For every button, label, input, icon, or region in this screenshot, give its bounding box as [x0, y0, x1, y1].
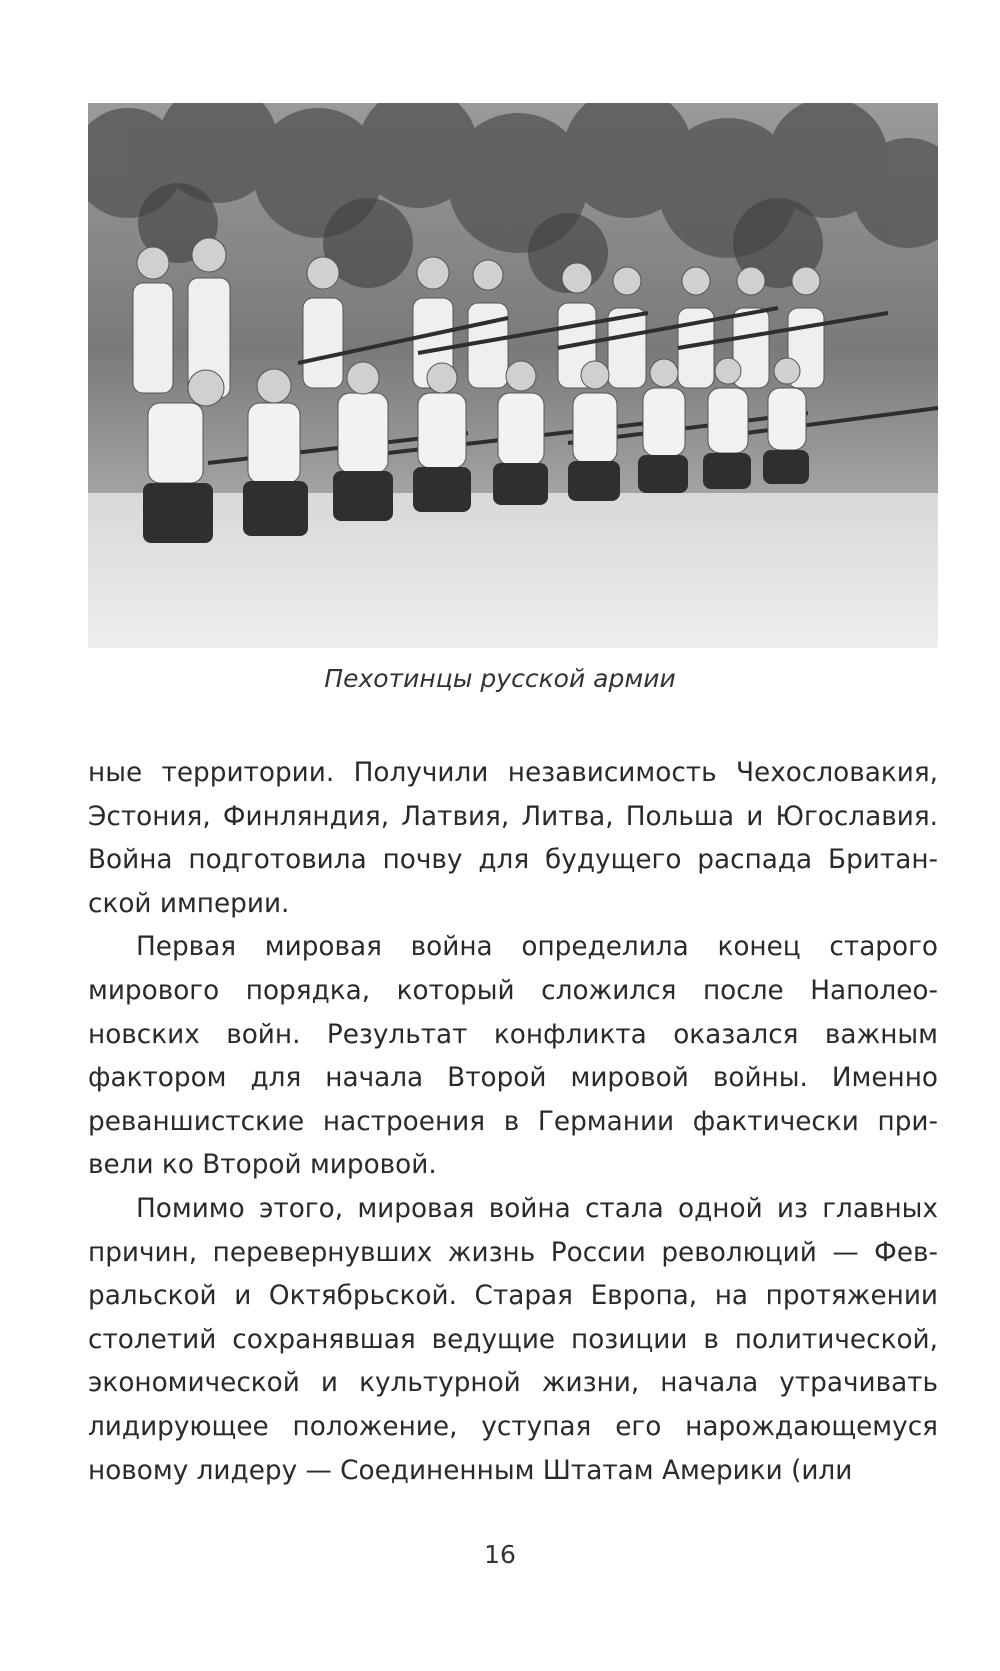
text-line: ской империи. — [88, 888, 290, 919]
text-line: новских войн. Результат конфликта оказался важным — [88, 1019, 938, 1050]
text-line: Эстония, Финляндия, Латвия, Литва, Польша и Югославия. — [88, 801, 938, 832]
paragraph — [88, 1188, 938, 1493]
body-text — [88, 752, 938, 1493]
text-line: лидирующее положение, уступая его нарождающемуся — [88, 1411, 938, 1442]
text-line: реваншистские настроения в Германии фактически при- — [88, 1106, 938, 1137]
page-number: 16 — [484, 1540, 516, 1569]
text-line: новому лидеру — Соединенным Штатам Америки (или — [88, 1455, 853, 1486]
text-line: экономической и культурной жизни, начала утрачивать — [88, 1368, 938, 1399]
text-line: Первая мировая война определила конец старого — [136, 932, 938, 963]
text-line: ные территории. Получили независимость Чехословакия, — [88, 758, 938, 788]
paragraph — [88, 926, 938, 1188]
text-line: вели ко Второй мировой. — [88, 1150, 437, 1181]
text-line: столетий сохранявшая ведущие позиции в политической, — [88, 1324, 938, 1355]
text-line: Помимо этого, мировая война стала одной из главных — [136, 1193, 938, 1224]
text-line: ральской и Октябрьской. Старая Европа, на протяжении — [88, 1281, 938, 1312]
text-line: фактором для начала Второй мировой войны. Именно — [88, 1063, 938, 1094]
soldiers-photo — [88, 103, 938, 648]
text-line: мирового порядка, который сложился после Наполео- — [88, 975, 938, 1006]
photo-caption: Пехотинцы русской армии — [324, 664, 676, 693]
photo-image — [88, 103, 938, 648]
paragraph — [88, 752, 938, 926]
text-line: Война подготовила почву для будущего распада Британ- — [88, 845, 938, 876]
text-line: причин, перевернувших жизнь России революций — Фев- — [88, 1237, 938, 1268]
